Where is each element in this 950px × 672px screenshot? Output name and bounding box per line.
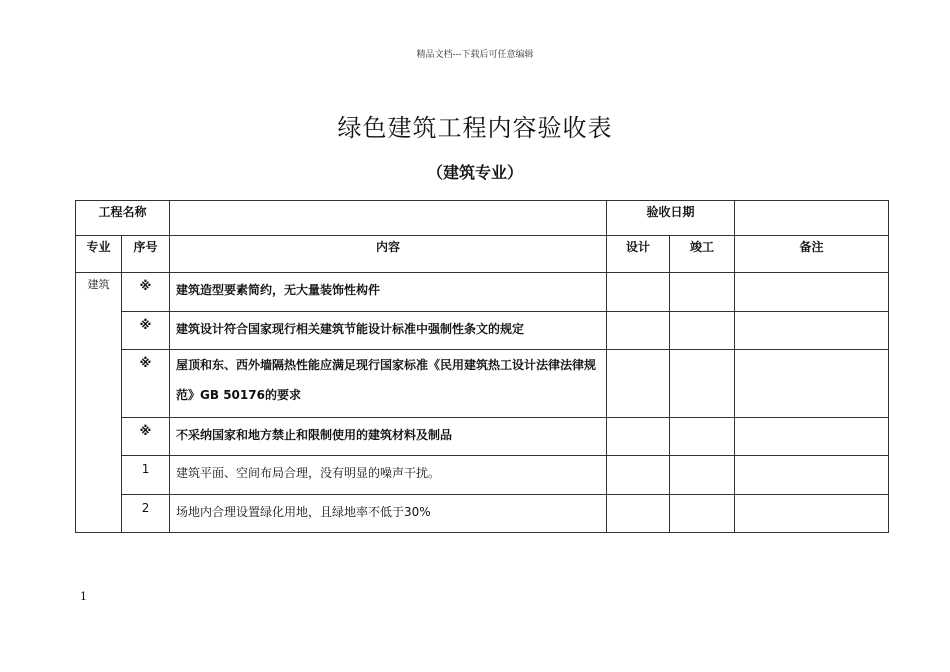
header-note: 精品文档---下载后可任意编辑: [416, 50, 534, 60]
design-cell[interactable]: [607, 495, 670, 533]
completion-cell[interactable]: [670, 456, 735, 495]
completion-cell[interactable]: [670, 418, 735, 456]
table-row: [76, 273, 889, 312]
content-cell: 场地内合理设置绿化用地，且绿地率不低于30%: [170, 495, 607, 533]
table-row: [76, 418, 889, 456]
col-specialty: 专业: [76, 236, 122, 273]
project-name-field[interactable]: [170, 201, 607, 236]
design-cell[interactable]: [607, 350, 670, 418]
col-completion: 竣工: [670, 236, 735, 273]
table-row: [76, 350, 889, 418]
page-subtitle: （建筑专业）: [426, 163, 523, 182]
design-cell[interactable]: [607, 312, 670, 350]
remarks-cell[interactable]: [735, 456, 889, 495]
table-row: [76, 456, 889, 495]
seq-cell: 2: [122, 495, 170, 533]
table-row: [76, 495, 889, 533]
content-cell: 建筑设计符合国家现行相关建筑节能设计标准中强制性条文的规定: [170, 312, 607, 350]
seq-cell: ※: [122, 350, 170, 418]
design-cell[interactable]: [607, 273, 670, 312]
remarks-cell[interactable]: [735, 418, 889, 456]
completion-cell[interactable]: [670, 312, 735, 350]
completion-cell[interactable]: [670, 495, 735, 533]
col-remarks: 备注: [735, 236, 889, 273]
seq-cell: 1: [122, 456, 170, 495]
remarks-cell[interactable]: [735, 350, 889, 418]
content-cell: 不采纳国家和地方禁止和限制使用的建筑材料及制品: [170, 418, 607, 456]
page-title: 绿色建筑工程内容验收表: [337, 114, 613, 142]
completion-cell[interactable]: [670, 350, 735, 418]
page-number: 1: [80, 590, 87, 603]
specialty-cell: 建筑: [76, 273, 122, 533]
col-design: 设计: [607, 236, 670, 273]
seq-cell: ※: [122, 418, 170, 456]
seq-cell: ※: [122, 312, 170, 350]
accept-date-label: 验收日期: [607, 201, 735, 236]
seq-cell: ※: [122, 273, 170, 312]
design-cell[interactable]: [607, 456, 670, 495]
accept-date-field[interactable]: [735, 201, 889, 236]
content-cell: 建筑造型要素简约，无大量装饰性构件: [170, 273, 607, 312]
col-seq: 序号: [122, 236, 170, 273]
design-cell[interactable]: [607, 418, 670, 456]
remarks-cell[interactable]: [735, 312, 889, 350]
completion-cell[interactable]: [670, 273, 735, 312]
project-name-label: 工程名称: [76, 201, 170, 236]
acceptance-table: [75, 200, 889, 533]
table-row: [76, 312, 889, 350]
remarks-cell[interactable]: [735, 273, 889, 312]
col-content: 内容: [170, 236, 607, 273]
content-cell: 屋顶和东、西外墙隔热性能应满足现行国家标准《民用建筑热工设计法律法律规范》GB 50176的要求: [170, 350, 607, 418]
column-header-row: [76, 236, 889, 273]
content-cell: 建筑平面、空间布局合理，没有明显的噪声干扰。: [170, 456, 607, 495]
remarks-cell[interactable]: [735, 495, 889, 533]
info-row: [76, 201, 889, 236]
